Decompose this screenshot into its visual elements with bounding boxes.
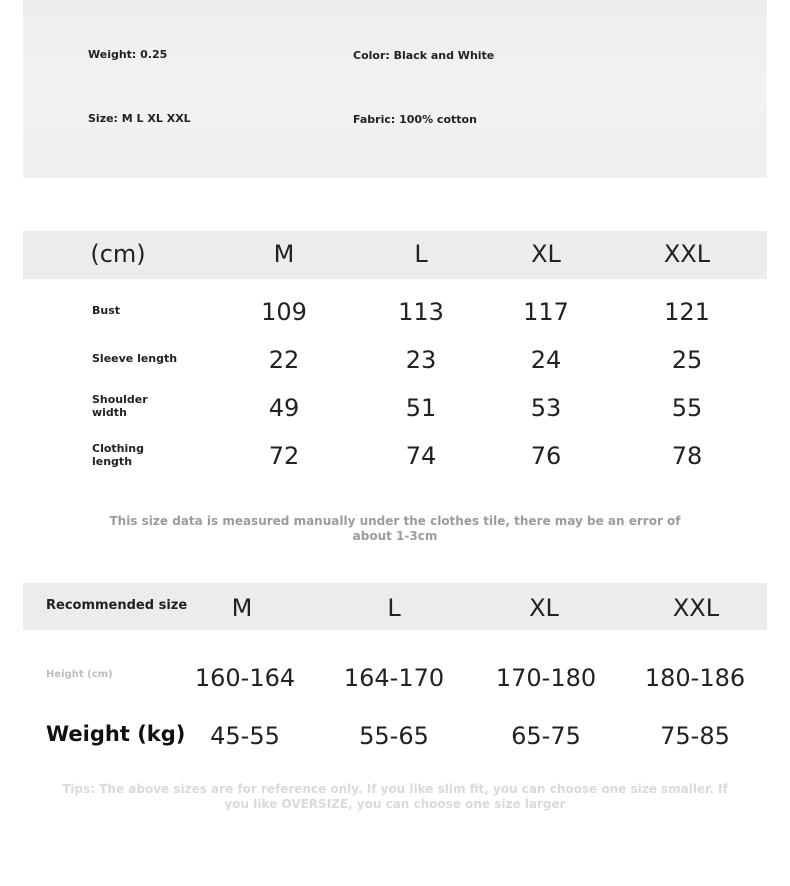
table-cell: 160-164 bbox=[194, 664, 296, 692]
row-label-shoulder-width: Shoulder width bbox=[92, 393, 148, 419]
column-header-m: M bbox=[273, 240, 295, 268]
column-header-xl: XL bbox=[529, 594, 559, 622]
weight-label: Weight (kg) bbox=[46, 722, 186, 746]
column-header-xxl: XXL bbox=[663, 240, 711, 268]
recommended-size-title: Recommended size bbox=[46, 598, 188, 613]
table-cell: 74 bbox=[405, 442, 437, 470]
table-cell: 76 bbox=[530, 442, 562, 470]
table-cell: 51 bbox=[405, 394, 437, 422]
table-cell: 72 bbox=[268, 442, 300, 470]
column-header-l: L bbox=[414, 240, 428, 268]
table-cell: 78 bbox=[671, 442, 703, 470]
measurement-note: This size data is measured manually under the clothes tile, there may be an error of about 1-3cm bbox=[109, 514, 681, 543]
weight-info: Weight: 0.25 bbox=[88, 48, 168, 61]
table-cell: 117 bbox=[523, 298, 569, 326]
color-info: Color: Black and White bbox=[353, 49, 495, 62]
table-cell: 55-65 bbox=[359, 722, 429, 750]
size-info: Size: M L XL XXL bbox=[88, 112, 191, 125]
column-header-xl: XL bbox=[531, 240, 561, 268]
table-cell: 25 bbox=[671, 346, 703, 374]
table-cell: 45-55 bbox=[210, 722, 280, 750]
table-cell: 53 bbox=[530, 394, 562, 422]
table-cell: 22 bbox=[268, 346, 300, 374]
table-cell: 113 bbox=[398, 298, 444, 326]
row-label-sleeve-length: Sleeve length bbox=[92, 352, 178, 365]
product-info-panel bbox=[23, 0, 767, 178]
table-cell: 24 bbox=[530, 346, 562, 374]
column-header-m: M bbox=[231, 594, 253, 622]
table-cell: 164-170 bbox=[343, 664, 445, 692]
table-cell: 49 bbox=[268, 394, 300, 422]
table-cell: 75-85 bbox=[660, 722, 730, 750]
table-cell: 170-180 bbox=[495, 664, 597, 692]
unit-header: (cm) bbox=[90, 240, 146, 268]
table-cell: 180-186 bbox=[644, 664, 746, 692]
row-label-bust: Bust bbox=[92, 304, 121, 317]
fabric-info: Fabric: 100% cotton bbox=[353, 113, 477, 126]
table-cell: 55 bbox=[671, 394, 703, 422]
table-cell: 23 bbox=[405, 346, 437, 374]
table-cell: 65-75 bbox=[511, 722, 581, 750]
row-label-clothing-length: Clothing length bbox=[92, 442, 144, 468]
column-header-xxl: XXL bbox=[672, 594, 720, 622]
table-cell: 121 bbox=[664, 298, 710, 326]
size-tip: Tips: The above sizes are for reference only. If you like slim fit, you can choose one size smaller. If you like OVERSIZE, you can choose one size larger bbox=[62, 782, 728, 811]
table-cell: 109 bbox=[261, 298, 307, 326]
column-header-l: L bbox=[387, 594, 401, 622]
height-label: Height (cm) bbox=[46, 669, 113, 680]
